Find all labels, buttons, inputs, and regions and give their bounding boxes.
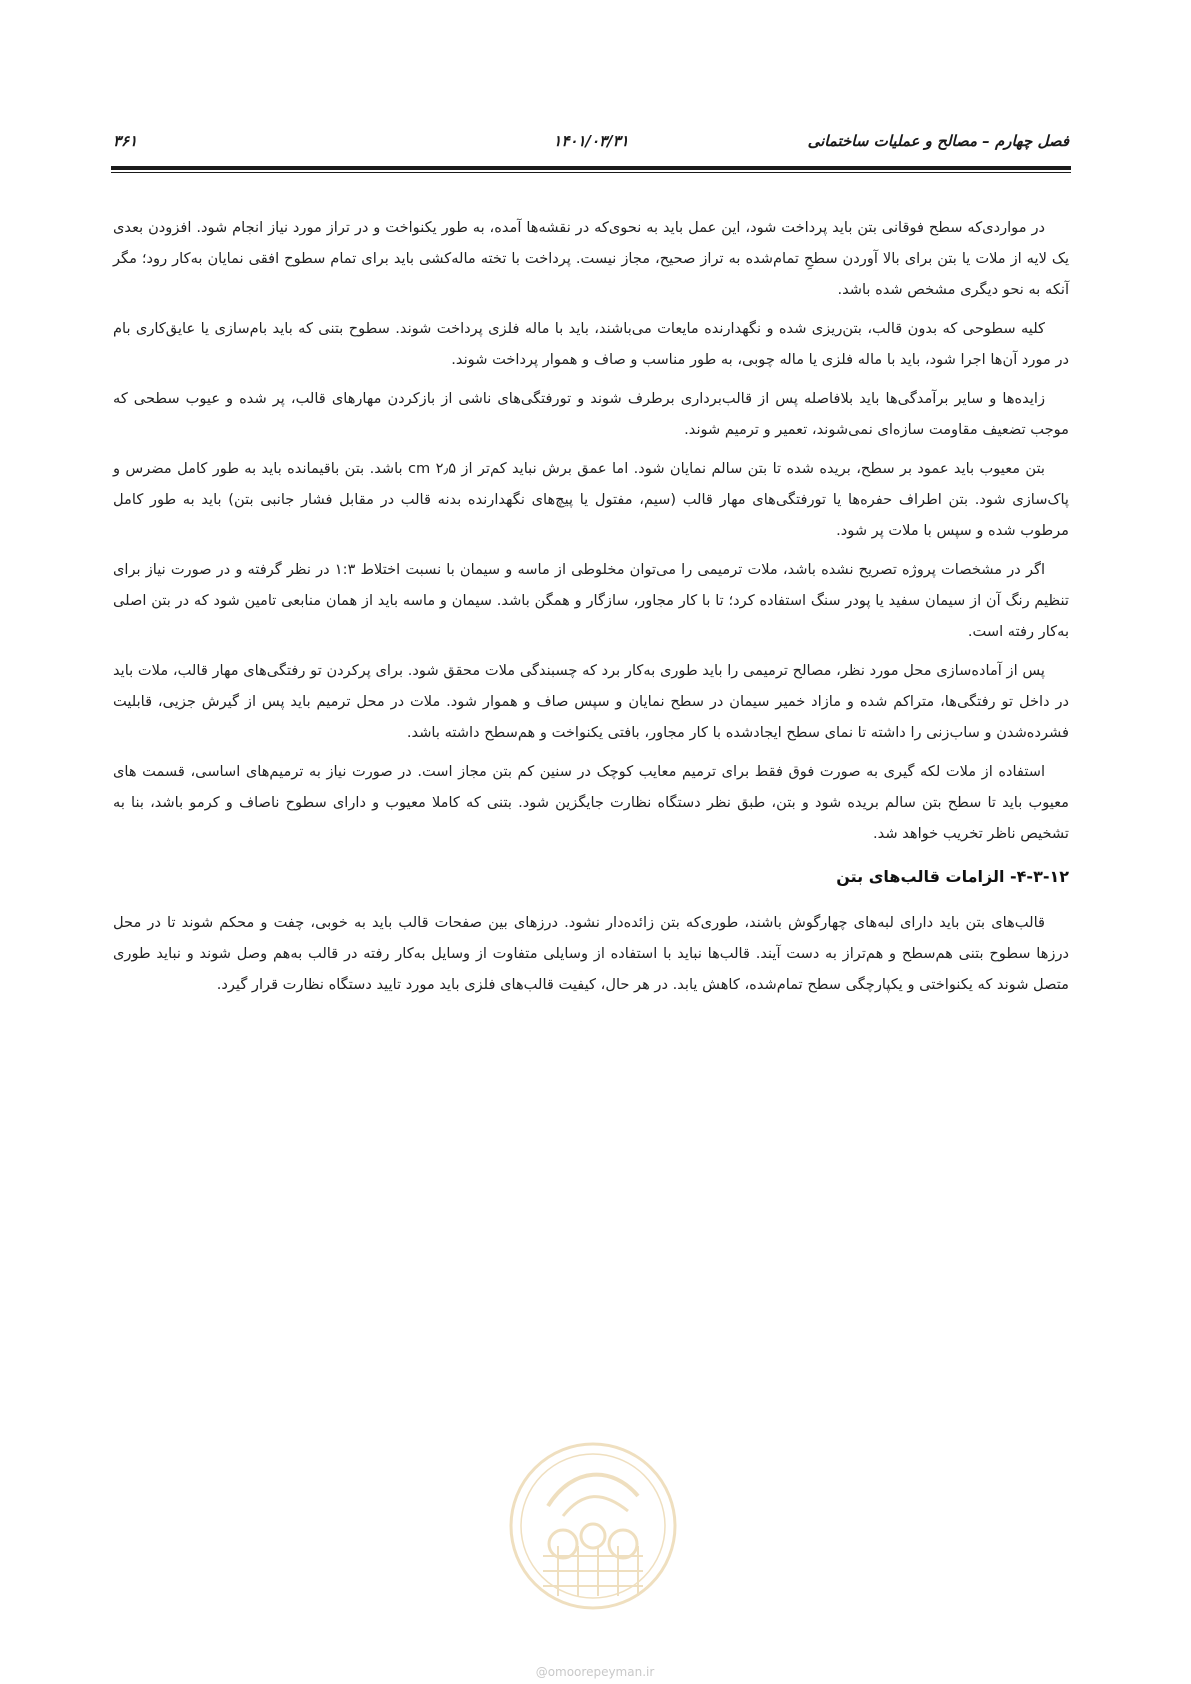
chapter-title: فصل چهارم – مصالح و عملیات ساختمانی — [807, 132, 1069, 150]
paragraph: استفاده از ملات لکه گیری به صورت فوق فقط برای ترمیم معایب کوچک در سنین کم بتن مجاز است. در صورت نیاز به ترمیم‌های اساسی، قسمت های معیوب باید تا سطح بتن سالم بریده شود و بتن، طبق نظر دستگاه نظارت جایگزین شود. بتنی که کاملا معیوب و دارای سطوح ناصاف و کرمو باشد، بنا به تشخیص ناظر تخریب خواهد شد. — [113, 763, 1069, 842]
section-paragraph: قالب‌های بتن باید دارای لبه‌های چهارگوش باشند، طوری‌که بتن زائده‌دار نشود. درزهای بین صفحات قالب باید به خوبی، چفت و محکم شوند تا در محل درزها سطوح بتنی هم‌سطح و هم‌تراز به دست آیند. قالب‌ها نباید با استفاده از وسایلی متفاوت از وسایل به‌کار رفته در قالب به‌هم وصل شوند و نباید طوری متصل شوند که یکنواختی و یکپارچگی سطح تمام‌شده، کاهش یابد. در هر حال، کیفیت قالب‌های فلزی باید مورد تایید دستگاه نظارت قرار گیرد. — [113, 914, 1069, 993]
watermark-logo-icon — [503, 1436, 683, 1616]
header-rule-thin — [111, 172, 1071, 173]
paragraph: در مواردی‌که سطح فوقانی بتن باید پرداخت شود، این عمل باید به نحوی‌که در نقشه‌ها آمده، به طور یکنواخت و در تراز مورد نیاز انجام شود. افزودن بعدی یک لایه از ملات یا بتن برای بالا آوردن سطحِ تمام‌شده به تراز صحیح، مجاز نیست. پرداخت با تخته ماله‌کشی باید برای تمام سطوح افقی نمایان به‌کار رود؛ مگر آنکه به نحو دیگری مشخص شده باشد. — [113, 219, 1069, 298]
paragraph: کلیه سطوحی که بدون قالب، بتن‌ریزی شده و نگهدارنده مایعات می‌باشند، باید با ماله فلزی پرداخت شوند. سطوح بتنی که باید بام‌سازی یا عایق‌کاری بام در مورد آن‌ها اجرا شود، باید با ماله فلزی یا ماله چوبی، به طور مناسب و صاف و هموار پرداخت شوند. — [113, 320, 1069, 368]
paragraph: زایده‌ها و سایر برآمدگی‌ها باید بلافاصله پس از قالب‌برداری برطرف شوند و تورفتگی‌های ناشی از بازکردن مهارهای قالب، پر شده و عیوب سطحی که موجب تضعیف مقاومت سازه‌ای نمی‌شوند، تعمیر و ترمیم شوند. — [113, 390, 1069, 438]
body-text — [113, 212, 1069, 1008]
paragraph: بتن معیوب باید عمود بر سطح، بریده شده تا بتن سالم نمایان شود. اما عمق برش نباید کم‌تر از ۲٫۵ cm باشد. بتن باقیمانده باید به طور کامل مضرس و پاک‌سازی شود. بتن اطراف حفره‌ها یا تورفتگی‌های مهار قالب (سیم، مفتول یا پیچ‌های نگهدارنده بدنه قالب در مقابل فشار جانبی بتن) باید به طور کامل مرطوب شده و سپس با ملات پر شود. — [113, 460, 1069, 539]
header-rule-thick — [111, 166, 1071, 170]
header-date: ۱۴۰۱/۰۳/۳۱ — [553, 132, 629, 150]
section-heading: ۴-۳-۱۲- الزامات قالب‌های بتن — [836, 867, 1069, 886]
page-header — [113, 128, 1069, 162]
watermark-url: @omoorepeyman.ir — [535, 1665, 655, 1679]
page-number: ۳۶۱ — [113, 132, 138, 150]
paragraph: پس از آماده‌سازی محل مورد نظر، مصالح ترمیمی را باید طوری به‌کار برد که چسبندگی ملات محقق شود. برای پرکردن تو رفتگی‌های مهار قالب، ملات باید در داخل تو رفتگی‌ها، متراکم شده و مازاد خمیر سیمان در سطح نمایان و سپس صاف و هموار شود. ملات در محل ترمیم باید پس از گیرش جزیی، قابلیت فشرده‌شدن و ساب‌زنی را داشته تا نمای سطح ایجادشده با کار مجاور، بافتی یکنواخت و هم‌سطح داشته باشد. — [113, 662, 1069, 741]
paragraph: اگر در مشخصات پروژه تصریح نشده باشد، ملات ترمیمی را می‌توان مخلوطی از ماسه و سیمان با نسبت اختلاط ۱:۳ در نظر گرفته و در صورت نیاز برای تنظیم رنگ آن از سیمان سفید یا پودر سنگ استفاده کرد؛ تا با کار مجاور، سازگار و همگن باشد. سیمان و ماسه باید از همان منابعی تامین شود که در بتن اصلی به‌کار رفته است. — [113, 561, 1069, 640]
